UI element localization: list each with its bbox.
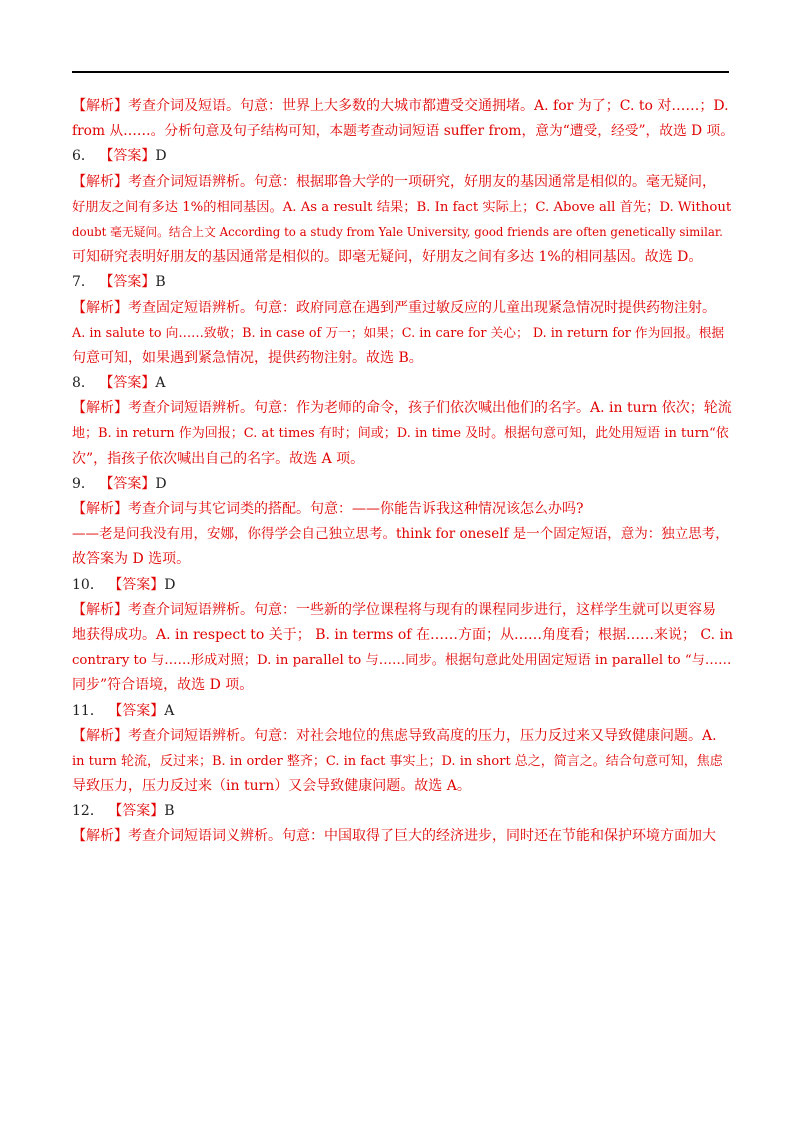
answer-label: 【答案】 [108, 702, 165, 719]
explanation-line: 故答案为 D 选项。 [72, 551, 191, 568]
explanation-line: 【解析】考查介词与其它词类的搭配。句意：——你能告诉我这种情况该怎么办吗? [72, 501, 584, 517]
question-number: 6． [72, 148, 95, 165]
explanation-line: 【解析】考查介词短语辨析。句意：作为老师的命令，孩子们依次喊出他们的名字。A. in turn 依次；轮流 [72, 400, 732, 417]
explanation-line: 可知研究表明好朋友的基因通常是相似的。即毫无疑问，好朋友之间有多达 1%的相同基因。故选 D。 [72, 249, 703, 266]
explanation-line: 次”，指孩子依次喊出自己的名字。故选 A 项。 [72, 450, 365, 467]
question-number: 8． [72, 375, 95, 392]
answer-line [72, 371, 734, 396]
answer-value: D [155, 475, 167, 492]
answer-label: 【答案】 [99, 274, 156, 291]
answer-label: 【答案】 [108, 803, 165, 820]
explanation-line: 【解析】考查介词短语辨析。句意：根据耶鲁大学的一项研究，好朋友的基因通常是相似的。毫无疑问， [72, 173, 716, 190]
answer-value: D [155, 148, 167, 165]
answer-value: A [155, 375, 166, 392]
explanation-line: from 从……。分析句意及句子结构可知，本题考查动词短语 suffer from，意为“遭受，经受”，故选 D 项。 [72, 123, 735, 140]
answer-line [72, 472, 734, 497]
answer-label: 【答案】 [99, 148, 156, 165]
explanation-line: 【解析】考查介词短语词义辨析。句意：中国取得了巨大的经济进步，同时还在节能和保护环境方面加大 [72, 828, 716, 845]
explanation-line: 句意可知，如果遇到紧急情况，提供药物注射。故选 B。 [72, 349, 423, 366]
explanation-line: 地；B. in return 作为回报；C. at times 有时；间或；D. in time 及时。根据句意可知，此处用短语 in turn“依 [72, 426, 729, 442]
answer-label: 【答案】 [99, 375, 156, 392]
explanation-line: 导致压力，压力反过来（in turn）又会导致健康问题。故选 A。 [72, 778, 471, 795]
document-body [72, 94, 734, 850]
question-number: 10． [72, 576, 104, 593]
header-rule [72, 71, 729, 73]
explanation-line: contrary to 与……形成对照；D. in parallel to 与……同步。根据句意此处用固定短语 in parallel to “与…… [72, 653, 732, 669]
explanation-line: 【解析】考查介词短语辨析。句意：对社会地位的焦虑导致高度的压力，压力反过来又导致健康问题。A. [72, 727, 717, 744]
explanation-line: in turn 轮流，反过来；B. in order 整齐；C. in fact 事实上；D. in short 总之，简言之。结合句意可知，焦虑 [72, 753, 723, 769]
answer-line [72, 699, 734, 724]
answer-label: 【答案】 [99, 475, 156, 492]
question-number: 7． [72, 274, 95, 291]
answer-value: D [164, 576, 176, 593]
explanation-line: ——老是问我没有用，安娜，你得学会自己独立思考。think for oneself 是一个固定短语，意为：独立思考， [72, 526, 729, 543]
answer-value: B [164, 803, 175, 820]
explanation-line: A. in salute to 向……致敬；B. in case of 万一；如果；C. in care for 关心； D. in return for 作为回报。根据 [72, 325, 725, 341]
answer-line [72, 270, 734, 295]
explanation-line: doubt 毫无疑问。结合上文 According to a study from Yale University, good friends are often genetically similar. [72, 224, 723, 239]
question-number: 12． [72, 803, 104, 820]
answer-value: B [155, 274, 166, 291]
explanation-line: 好朋友之间有多达 1%的相同基因。A. As a result 结果；B. In fact 实际上；C. Above all 首先；D. Without [72, 199, 732, 215]
explanation-line: 地获得成功。A. in respect to 关于； B. in terms of 在……方面；从……角度看；根据……来说； C. in [72, 626, 733, 643]
answer-line [72, 799, 734, 824]
answer-value: A [164, 702, 175, 719]
answer-label: 【答案】 [108, 576, 165, 593]
answer-line [72, 144, 734, 169]
question-number: 11． [72, 702, 104, 719]
explanation-line: 同步”符合语境，故选 D 项。 [72, 677, 254, 694]
explanation-line: 【解析】考查介词及短语。句意：世界上大多数的大城市都遭受交通拥堵。A. for 为了；C. to 对……；D. [72, 98, 729, 114]
question-number: 9． [72, 475, 95, 492]
explanation-line: 【解析】考查固定短语辨析。句意：政府同意在遇到严重过敏反应的儿童出现紧急情况时提供药物注射。 [72, 299, 716, 316]
explanation-line: 【解析】考查介词短语辨析。句意：一些新的学位课程将与现有的课程同步进行，这样学生就可以更容易 [72, 601, 716, 618]
answer-line [72, 573, 734, 598]
